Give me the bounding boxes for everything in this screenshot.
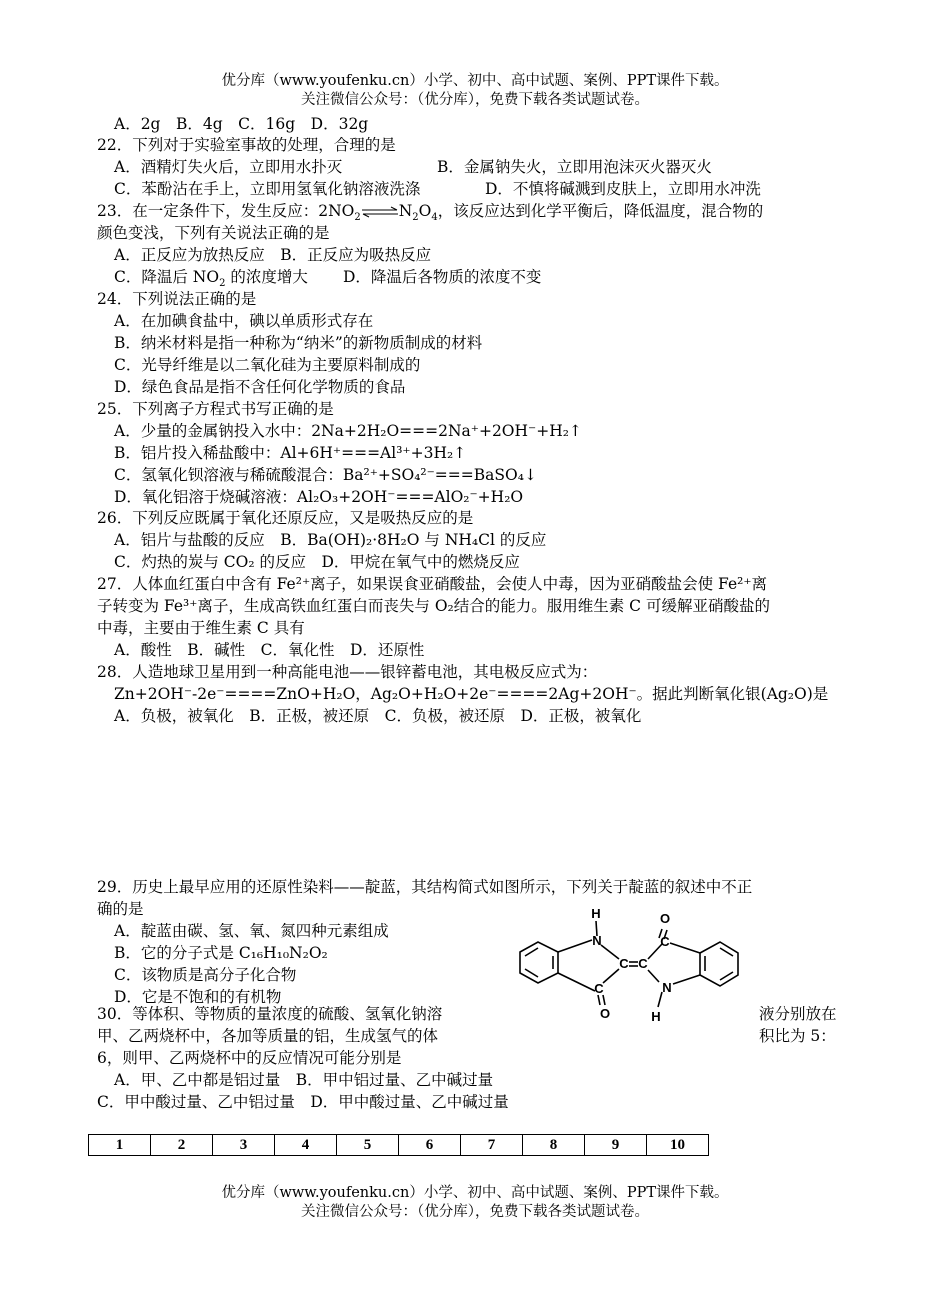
q28-equation: Zn+2OH⁻-2e⁻====ZnO+H₂O，Ag₂O+H₂O+2e⁻====2Ag+2OH⁻。据此判断氧化银(Ag₂O)是 — [114, 685, 829, 703]
q26-stem: 26．下列反应既属于氧化还原反应，又是吸热反应的是 — [97, 509, 474, 527]
answer-table — [88, 1134, 709, 1156]
q29-stem-1: 29．历史上最早应用的还原性染料——靛蓝，其结构简式如图所示，下列关于靛蓝的叙述中不正 — [97, 878, 753, 896]
structure-label-o-bottom: O — [599, 1006, 611, 1021]
q30-line-1b: 液分别放在 — [759, 1005, 837, 1023]
q29-option-d: D．它是不饱和的有机物 — [114, 988, 282, 1006]
footer-line-1: 优分库（www.youfenku.cn）小学、初中、高中试题、案例、PPT课件下载。 — [221, 1185, 729, 1201]
q22-option-d: D．不慎将碱溅到皮肤上，立即用水冲洗 — [485, 180, 761, 198]
q30-line-2b: 积比为 5： — [759, 1027, 836, 1045]
q24-option-a: A．在加碘食盐中，碘以单质形式存在 — [114, 312, 374, 330]
q23-option-c-post: 的浓度增大 — [225, 268, 308, 286]
q23-option-c: C．降温后 $NO_2$ 的浓度增大 — [114, 268, 308, 290]
q23-option-d: D．降温后各物质的浓度不变 — [343, 268, 542, 286]
answer-cell-3: 3 — [213, 1135, 275, 1156]
q22-option-b: B．金属钠失火，立即用泡沫灭火器灭火 — [437, 158, 712, 176]
q21-options: A．2g B．4g C．16g D．32g — [114, 115, 369, 133]
footer-line-2: 关注微信公众号：（优分库），免费下载各类试题试卷。 — [301, 1204, 649, 1220]
answer-cell-9: 9 — [585, 1135, 647, 1156]
q29-option-b: B．它的分子式是 C₁₆H₁₀N₂O₂ — [114, 944, 328, 962]
q25-option-b: B．铝片投入稀盐酸中：Al+6H⁺===Al³⁺+3H₂↑ — [114, 444, 467, 462]
q30-line-1a: 30．等体积、等物质的量浓度的硫酸、氢氧化钠溶 — [97, 1005, 443, 1023]
q27-line-1: 27．人体血红蛋白中含有 Fe²⁺离子，如果误食亚硝酸盐，会使人中毒，因为亚硝酸盐会使 Fe²⁺离 — [97, 575, 768, 593]
q25-option-a: A．少量的金属钠投入水中：2Na+2H₂O===2Na⁺+2OH⁻+H₂↑ — [114, 422, 582, 440]
q29-option-c: C．该物质是高分子化合物 — [114, 966, 297, 984]
q28-stem: 28．人造地球卫星用到一种高能电池——银锌蓄电池，其电极反应式为： — [97, 663, 598, 681]
q23-stem-pre: 23．在一定条件下，发生反应：2NO — [97, 202, 355, 220]
structure-label-h-bottom: H — [651, 1009, 661, 1024]
answer-cell-2: 2 — [151, 1135, 213, 1156]
q23-option-c-pre: C．降温后 NO — [114, 268, 220, 286]
indigo-structure-diagram — [512, 905, 746, 1030]
q23-stem-mid: N — [398, 202, 413, 220]
q25-option-d: D．氧化铝溶于烧碱溶液：Al₂O₃+2OH⁻===AlO₂⁻+H₂O — [114, 488, 524, 506]
q28-options: A．负极，被氧化 B．正极，被还原 C．负极，被还原 D．正极，被氧化 — [114, 707, 642, 725]
answer-cell-1: 1 — [89, 1135, 151, 1156]
answer-table-header-row — [89, 1135, 709, 1156]
q25-option-c: C．氢氧化钡溶液与稀硫酸混合：Ba²⁺+SO₄²⁻===BaSO₄↓ — [114, 466, 537, 484]
header-line-2: 关注微信公众号：（优分库），免费下载各类试题试卷。 — [301, 92, 649, 108]
structure-label-c-lower: C — [594, 981, 604, 996]
q23-options-ab: A．正反应为放热反应 B．正反应为吸热反应 — [114, 246, 432, 264]
q24-option-c: C．光导纤维是以二氧化硅为主要原料制成的 — [114, 356, 421, 374]
q26-options-ab: A．铝片与盐酸的反应 B．Ba(OH)₂·8H₂O 与 NH₄Cl 的反应 — [114, 531, 547, 549]
q24-stem: 24．下列说法正确的是 — [97, 290, 257, 308]
q29-stem-2: 确的是 — [97, 900, 144, 918]
structure-label-n-left: N — [592, 933, 602, 948]
q22-stem: 22．下列对于实验室事故的处理，合理的是 — [97, 136, 396, 154]
q27-line-2: 子转变为 Fe³⁺离子，生成高铁血红蛋白而丧失与 O₂结合的能力。服用维生素 C 可缓解亚硝酸盐的 — [97, 597, 770, 615]
q22-option-c: C．苯酚沾在手上，立即用氢氧化钠溶液洗涤 — [114, 180, 421, 198]
q22-option-a: A．酒精灯失火后，立即用水扑灭 — [114, 158, 343, 176]
q30-options-cd: C．甲中酸过量、乙中铝过量 D．甲中酸过量、乙中碱过量 — [97, 1093, 509, 1111]
structure-label-h-top: H — [591, 906, 601, 921]
q23-stem-2: 颜色变浅，下列有关说法正确的是 — [97, 224, 330, 242]
q30-line-3: 6，则甲、乙两烧杯中的反应情况可能分别是 — [97, 1049, 402, 1067]
structure-label-c-left: C — [619, 956, 629, 971]
structure-label-n-right: N — [662, 980, 672, 995]
answer-cell-10: 10 — [647, 1135, 709, 1156]
answer-cell-6: 6 — [399, 1135, 461, 1156]
q27-options: A．酸性 B．碱性 C．氧化性 D．还原性 — [114, 641, 425, 659]
q23-stem-post: ，该反应达到化学平衡后，降低温度，混合物的 — [437, 202, 764, 220]
q24-option-b: B．纳米材料是指一种称为“纳米”的新物质制成的材料 — [114, 334, 483, 352]
structure-label-c-upper: C — [660, 934, 670, 949]
structure-label-c-right: C — [638, 956, 648, 971]
equilibrium-arrow-icon — [361, 206, 399, 218]
q27-line-3: 中毒，主要由于维生素 C 具有 — [97, 619, 305, 637]
q30-options-ab: A．甲、乙中都是铝过量 B．甲中铝过量、乙中碱过量 — [114, 1071, 494, 1089]
q24-option-d: D．绿色食品是指不含任何化学物质的食品 — [114, 378, 406, 396]
answer-cell-5: 5 — [337, 1135, 399, 1156]
answer-cell-7: 7 — [461, 1135, 523, 1156]
q26-options-cd: C．灼热的炭与 CO₂ 的反应 D．甲烷在氧气中的燃烧反应 — [114, 553, 520, 571]
q30-line-2a: 甲、乙两烧杯中，各加等质量的铝，生成氢气的体 — [97, 1027, 439, 1045]
q23-stem: 23．在一定条件下，发生反应：$2NO_2$ $N_2O_4$，该反应达到化学平衡后，降低温度，混合物的 — [97, 202, 764, 224]
answer-cell-4: 4 — [275, 1135, 337, 1156]
answer-cell-8: 8 — [523, 1135, 585, 1156]
structure-label-o-top: O — [659, 911, 671, 926]
q29-option-a: A．靛蓝由碳、氢、氧、氮四种元素组成 — [114, 922, 389, 940]
q25-stem: 25．下列离子方程式书写正确的是 — [97, 400, 334, 418]
header-line-1: 优分库（www.youfenku.cn）小学、初中、高中试题、案例、PPT课件下载。 — [221, 73, 729, 89]
